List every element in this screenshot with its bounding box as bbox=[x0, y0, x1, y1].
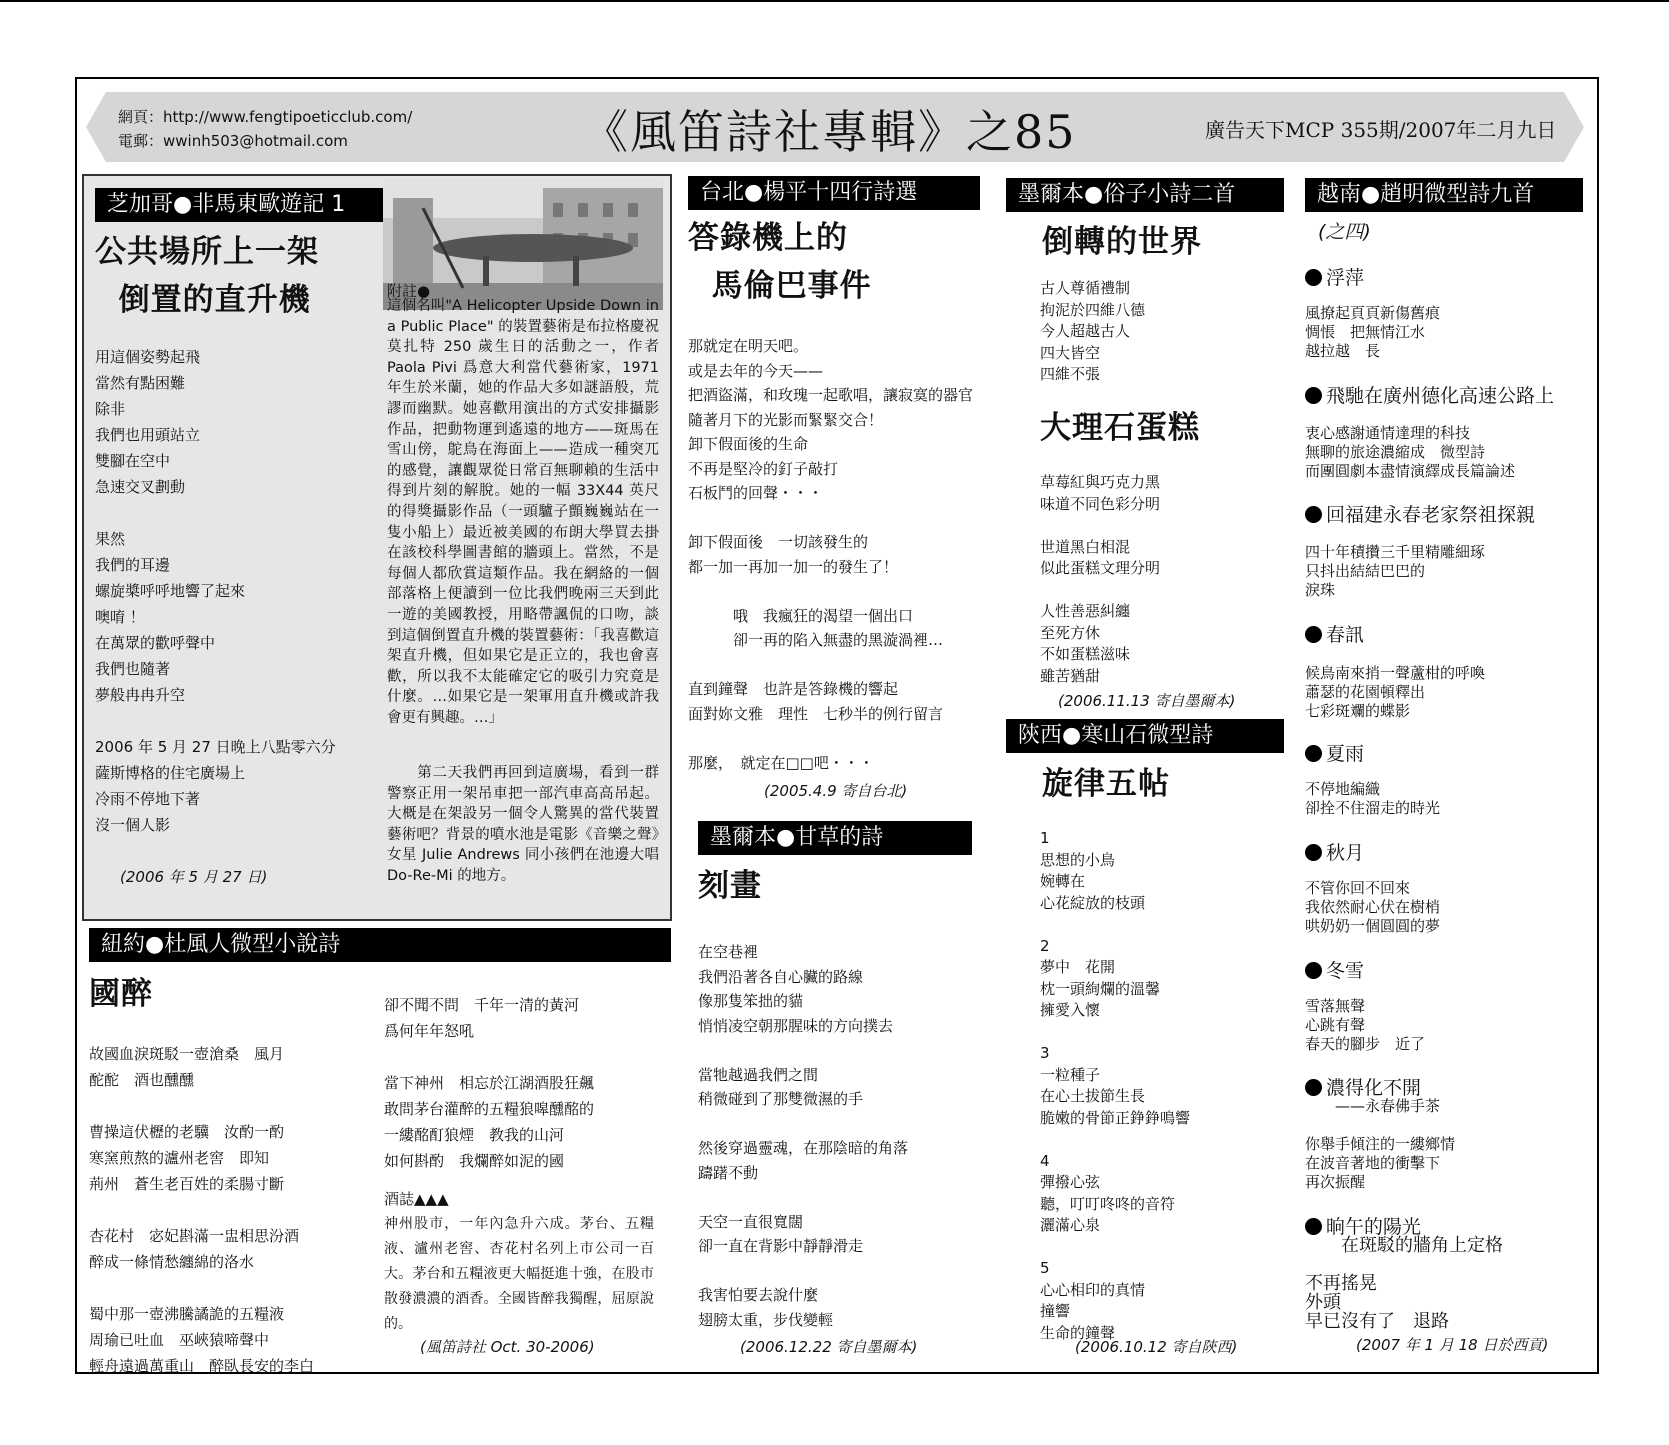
section-heading-newyork: 紐約●杜風人微型小說詩 bbox=[89, 928, 671, 962]
section-heading-melbourne-gancao: 墨爾本●甘草的詩 bbox=[698, 821, 972, 855]
note2-helicopter: 第二天我們再回到這廣場，看到一群警察正用一架吊車把一部汽車高高吊起。大概是在架設另一個令人驚異的當代裝置藝術吧？背景的噴水池是電影《音樂之聲》女星 Julie Andrews 同小孩們在池邊大唱 Do-Re-Mi 的地方。 bbox=[387, 765, 659, 884]
poem-title-dongxue: 冬雪 bbox=[1305, 956, 1364, 983]
bullet-dot-icon bbox=[1305, 626, 1322, 643]
poem-inverted-world: 古人尊循禮制 拘泥於四維八德 今人超越古人 四大皆空 四維不張 bbox=[1040, 279, 1146, 383]
section-heading-taipei: 台北●楊平十四行詩選 bbox=[688, 176, 980, 210]
bullet-dot-icon bbox=[1305, 962, 1322, 979]
poem-title-answering-machine: 答錄機上的 馬倫巴事件 bbox=[688, 220, 872, 304]
poem-dongxue: 雪落無聲 心跳有聲 春天的腳步 近了 bbox=[1305, 997, 1426, 1053]
poem-date-answering-machine: (2005.4.9 寄自台北) bbox=[764, 782, 908, 800]
bullet-dot-icon bbox=[1305, 1218, 1322, 1235]
poem-title-five-melodies: 旋律五帖 bbox=[1042, 766, 1170, 802]
poem-five-melodies: 1 思想的小鳥 婉轉在 心花綻放的枝頭 2 夢中 花開 枕一頭絢爛的溫馨 擁愛入懷 3 一粒種子 在心土拔節生長 脆嫩的骨節正錚錚鳴響 4 彈撥心弦 聽，叮叮咚咚的音符 灑滿心泉 5 心心相印的真情 撞響 生命的鐘聲 bbox=[1040, 829, 1191, 1342]
header-contact bbox=[118, 105, 412, 153]
poem-chunxun: 候鳥南來捎一聲蘆柑的呼喚 蕭瑟的花園頓釋出 七彩斑斕的蝶影 bbox=[1305, 664, 1486, 720]
section-heading-vietnam: 越南●趙明微型詩九首 bbox=[1305, 178, 1583, 212]
poem-shangwu: 在斑駁的牆角上定格 不再搖晃 外頭 早已沒有了 退路 bbox=[1305, 1235, 1503, 1332]
bullet-dot-icon bbox=[1305, 387, 1322, 404]
poem-title-kehua: 刻畫 bbox=[698, 868, 762, 904]
poem-title-guozui: 國醉 bbox=[89, 976, 153, 1012]
website-text: 網頁：http://www.fengtipoeticclub.com/ bbox=[118, 108, 413, 126]
poem-nongde: ——永春佛手茶 你舉手傾注的一縷鄉情 在波音著地的衝擊下 再次振醒 bbox=[1305, 1097, 1456, 1191]
poem-qiuyue: 不管你回不回來 我依然耐心伏在樹梢 哄奶奶一個圓圓的夢 bbox=[1305, 879, 1441, 935]
bullet-dot-icon bbox=[1305, 506, 1322, 523]
top-rule bbox=[0, 0, 1669, 2]
poem-marble-cake: 草莓紅與巧克力黑 味道不同色彩分明 世道黑白相混 似此蛋糕文理分明 人性善惡糾纏 至死方休 不如蛋糕滋味 雖苦猶甜 bbox=[1040, 473, 1161, 685]
poem-date-five-melodies: (2006.10.12 寄自陝西) bbox=[1075, 1338, 1238, 1356]
poem-title-fuping: 浮萍 bbox=[1305, 263, 1364, 290]
poem-kehua: 在空巷裡 我們沿著各自心臟的路線 像那隻笨拙的貓 悄悄凌空朝那腥味的方向撲去 當牠越過我們之間 稍微碰到了那雙微濕的手 然後穿過靈魂，在那陰暗的角落 躊躇不動 天空一直很寬闊 卻一直在背影中靜靜滑走 我害怕要去說什麼 翅膀太重，步伐變輕 bbox=[698, 943, 909, 1329]
poem-title-guangzhou: 飛馳在廣州德化高速公路上 bbox=[1305, 381, 1554, 408]
poem-date-helicopter: (2006 年 5 月 27 日) bbox=[120, 868, 268, 886]
bullet-dot-icon bbox=[1305, 269, 1322, 286]
issue-info: 廣告天下MCP 355期/2007年二月九日 bbox=[1205, 118, 1557, 142]
poem-title-chunxun: 春訊 bbox=[1305, 620, 1364, 647]
section-heading-melbourne-suzi: 墨爾本●俗子小詩二首 bbox=[1006, 178, 1284, 212]
poem-guangzhou: 衷心感謝通情達理的科技 無聊的旅途濃縮成 微型詩 而團圓劇本盡情演繹成長篇論述 bbox=[1305, 424, 1516, 480]
note-label-guozui: 酒誌▲▲▲ bbox=[384, 1190, 449, 1208]
poem-guozui-part1: 故國血淚斑駁一壺滄桑 風月 酡酡 酒也醺醺 曹操這伏櫪的老驥 汝酌一酌 寒窯煎熬的瀘州老窖 即知 荊州 蒼生老百姓的柔腸寸斷 杏花村 宓妃斟滿一盅相思汾酒 醉成一條情愁纏綿的洛水 蜀中那一壺沸騰譎詭的五糧液 周瑜已吐血 巫峽猿啼聲中 輕舟遠過萬重山 醉臥長安的李白 bbox=[89, 1045, 315, 1375]
bullet-dot-icon bbox=[1305, 745, 1322, 762]
poem-title-inverted-world: 倒轉的世界 bbox=[1042, 224, 1202, 260]
poem-title-fujian: 回福建永春老家祭祖探親 bbox=[1305, 500, 1535, 527]
poem-date-marble-cake: (2006.11.13 寄自墨爾本) bbox=[1058, 692, 1236, 710]
poem-title-shangwu: 晌午的陽光 bbox=[1305, 1212, 1421, 1239]
email-text: 電郵：wwinh503@hotmail.com bbox=[118, 132, 348, 150]
note-label-helicopter: 附註● bbox=[387, 282, 431, 300]
poem-title-qiuyue: 秋月 bbox=[1305, 838, 1364, 865]
poem-helicopter: 用這個姿勢起飛 當然有點困難 除非 我們也用頭站立 雙腳在空中 急速交叉劃動 果然 我們的耳邊 螺旋槳呼呼地響了起來 噢唷 ！ 在萬眾的歡呼聲中 我們也隨著 夢般冉冉升空 2006 年 5 月 27 日晚上八點零六分 薩斯博格的住宅廣場上 冷雨不停地下著 沒一個人影 bbox=[95, 348, 336, 834]
poem-guozui-part2: 卻不聞不問 千年一清的黃河 爲何年年怒吼 當下神州 相忘於江湖酒股狂飆 敢問茅台灌醉的五糧狼嗥醺酩的 一縷酩酊狼煙 教我的山河 如何斟酌 我爛醉如泥的國 bbox=[384, 996, 595, 1170]
poem-title-xiayu: 夏雨 bbox=[1305, 739, 1364, 766]
bullet-dot-icon bbox=[1305, 1079, 1322, 1096]
poem-answering-machine: 那就定在明天吧。 或是去年的今天—— 把酒盜滿，和玫瑰一起歌唱，讓寂寞的器官 隨著月下的光影而緊緊交合！ 卸下假面後的生命 不再是堅冷的釘子敲打 石板鬥的回聲・・・ 卸下假面後 一切該發生的 都一加一再加一加一的發生了！ 哦 我瘋狂的渴望一個出口 卻一再的陷入無盡的黑漩渦裡… 直到鐘聲 也許是答錄機的響起 面對妳文雅 理性 七秒半的例行留言 那麼， 就定在□□吧・・・ bbox=[688, 337, 974, 772]
series-subtitle: (之四) bbox=[1318, 221, 1371, 243]
poem-date-guozui: (風笛詩社 Oct. 30-2006) bbox=[420, 1338, 595, 1356]
poem-date-kehua: (2006.12.22 寄自墨爾本) bbox=[740, 1338, 918, 1356]
bullet-dot-icon bbox=[1305, 844, 1322, 861]
poem-title-helicopter: 公共場所上一架 倒置的直升機 bbox=[95, 234, 319, 318]
poem-xiayu: 不停地編織 卻拴不住溜走的時光 bbox=[1305, 780, 1441, 817]
note-guozui: 神州股市，一年內急升六成。茅台、五糧液、瀘州老窖、杏花村名列上市公司一百大。茅台和五糧液更大幅挺進十強，在股市散發濃濃的酒香。全國皆醉我獨醒，屈原說的。 bbox=[384, 1216, 654, 1332]
poem-fuping: 風撩起頁頁新傷舊痕 惆悵 把無情江水 越拉越 長 bbox=[1305, 304, 1441, 360]
poem-date-vietnam: (2007 年 1 月 18 日於西貢) bbox=[1356, 1336, 1549, 1354]
section-heading-shaanxi: 陝西●寒山石微型詩 bbox=[1006, 719, 1284, 753]
note-helicopter: 這個名叫"A Helicopter Upside Down in a Public Place" 的裝置藝術是布拉格慶祝莫扎特 250 歲生日的活動之一，作者 Paola Pivi 爲意大利當代藝術家，1971 年生於米蘭，她的作品大多如謎語般，荒謬而幽默。她喜歡用演出的方式安排攝影作品，把動物運到遙遠的地方——斑馬在雪山傍，鴕鳥在海面上——造成一種突兀的感覺，讓觀眾從日常百無聊賴的生活中得到片刻的解脫。她的一幅 33X44 英尺的得獎攝影作品（一頭驢子顫巍巍站在一隻小船上）最近被美國的布朗大學買去掛在該校科學圖書館的牆頭上。當然，不是每個人都欣賞這類作品。我在網絡的一個部落格上便讀到一位比我們晚兩三天到此一遊的美國教授，用略帶諷侃的口吻，談到這個倒置直升機的裝置藝術：「我喜歡這架直升機，但如果它是正立的，我也會喜歡，所以我不太能確定它的吸引力究竟是什麼。…如果它是一架軍用直升機或許我會更有興趣。…」 bbox=[387, 298, 659, 726]
page-title: 《風笛詩社專輯》之85 bbox=[582, 105, 1077, 159]
poem-title-marble-cake: 大理石蛋糕 bbox=[1040, 410, 1200, 446]
section-heading-chicago: 芝加哥●非馬東歐遊記 1 bbox=[95, 188, 383, 222]
poem-fujian: 四十年積攢三千里精雕細琢 只抖出結結巴巴的 淚珠 bbox=[1305, 543, 1486, 599]
poem-title-nongde: 濃得化不開 bbox=[1305, 1073, 1421, 1100]
